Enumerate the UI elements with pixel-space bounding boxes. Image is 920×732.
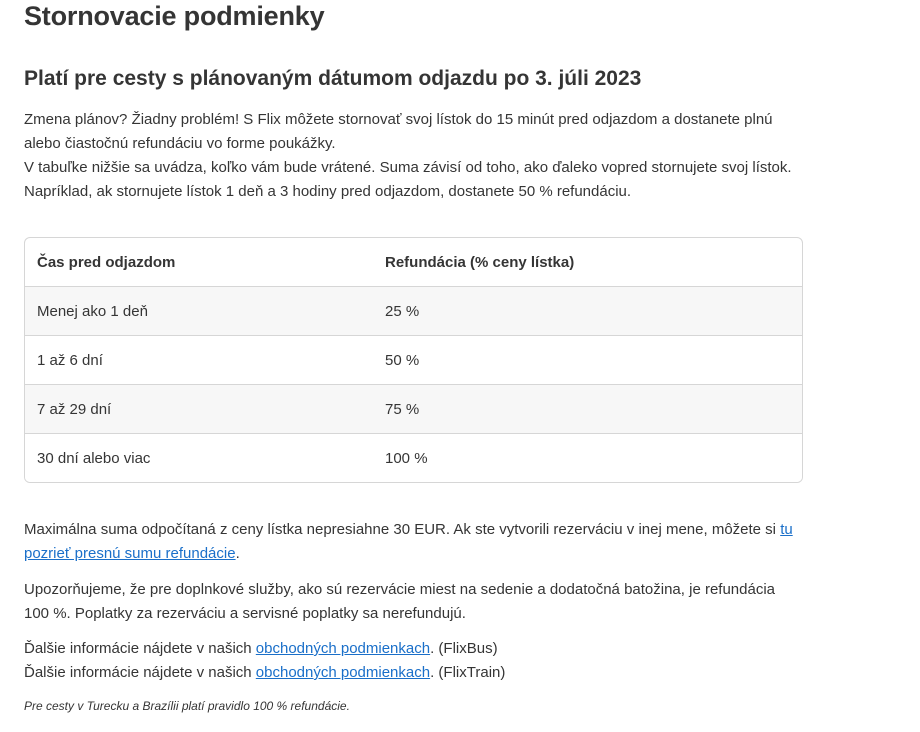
table-cell-time: Menej ako 1 deň bbox=[25, 287, 365, 336]
table-row bbox=[25, 287, 802, 336]
intro-text bbox=[24, 108, 804, 204]
max-amount-paragraph bbox=[24, 518, 804, 566]
intro-line-1: Zmena plánov? Žiadny problém! S Flix môžete stornovať svoj lístok do 15 minút pred odjazdom a dostanete plnú alebo čiastočnú refundáciu vo forme poukážky. bbox=[24, 111, 773, 152]
section-title: Platí pre cesty s plánovaným dátumom odjazdu po 3. júli 2023 bbox=[24, 67, 642, 90]
table-row bbox=[25, 385, 802, 434]
max-amount-text-end: . bbox=[235, 545, 240, 562]
more-info-flixtrain bbox=[24, 661, 804, 685]
refund-amount-link[interactable]: tu pozrieť presnú sumu refundácie bbox=[24, 521, 793, 562]
more-info-flixbus bbox=[24, 637, 804, 661]
table-cell-refund: 75 % bbox=[365, 385, 802, 434]
table-cell-refund: 25 % bbox=[365, 287, 802, 336]
more-info-text: Ďalšie informácie nájdete v našich bbox=[24, 664, 256, 681]
header-time-before-departure: Čas pred odjazdom bbox=[37, 253, 176, 271]
table-cell-time: 7 až 29 dní bbox=[25, 385, 365, 434]
intro-line-2: V tabuľke nižšie sa uvádza, koľko vám bude vrátené. Suma závisí od toho, ako ďaleko vopred stornujete svoj lístok. Napríklad, ak stornujete lístok 1 deň a 3 hodiny pred odjazdom, dostanete 50 % refundáciu. bbox=[24, 159, 792, 200]
table-cell-time: 1 až 6 dní bbox=[25, 336, 365, 385]
terms-link-flixbus[interactable]: obchodných podmienkach bbox=[255, 640, 431, 657]
table-header-row bbox=[25, 238, 802, 287]
extras-note-paragraph: Upozorňujeme, že pre doplnkové služby, ako sú rezervácie miest na sedenie a dodatočná batožina, je refundácia 100 %. Poplatky za rezerváciu a servisné poplatky sa nerefundujú. bbox=[24, 581, 776, 622]
table-cell-refund: 50 % bbox=[365, 336, 802, 385]
header-refund-percent: Refundácia (% ceny lístka) bbox=[385, 253, 575, 271]
table-cell-time: 30 dní alebo viac bbox=[25, 434, 365, 483]
footnote: Pre cesty v Turecku a Brazílii platí pravidlo 100 % refundácie. bbox=[24, 699, 350, 713]
table-cell-refund: 100 % bbox=[365, 434, 802, 483]
more-info-suffix: . (FlixBus) bbox=[430, 640, 498, 657]
more-info-block bbox=[24, 637, 804, 685]
more-info-suffix: . (FlixTrain) bbox=[430, 664, 506, 681]
more-info-text: Ďalšie informácie nájdete v našich bbox=[24, 640, 256, 657]
max-amount-text: Maximálna suma odpočítaná z ceny lístka nepresiahne 30 EUR. Ak ste vytvorili rezerváciu v inej mene, môžete si bbox=[24, 521, 781, 538]
refund-table bbox=[24, 237, 803, 483]
page-title: Stornovacie podmienky bbox=[24, 1, 325, 31]
table-row bbox=[25, 336, 802, 385]
table-row bbox=[25, 434, 802, 483]
terms-link-flixtrain[interactable]: obchodných podmienkach bbox=[255, 664, 431, 681]
